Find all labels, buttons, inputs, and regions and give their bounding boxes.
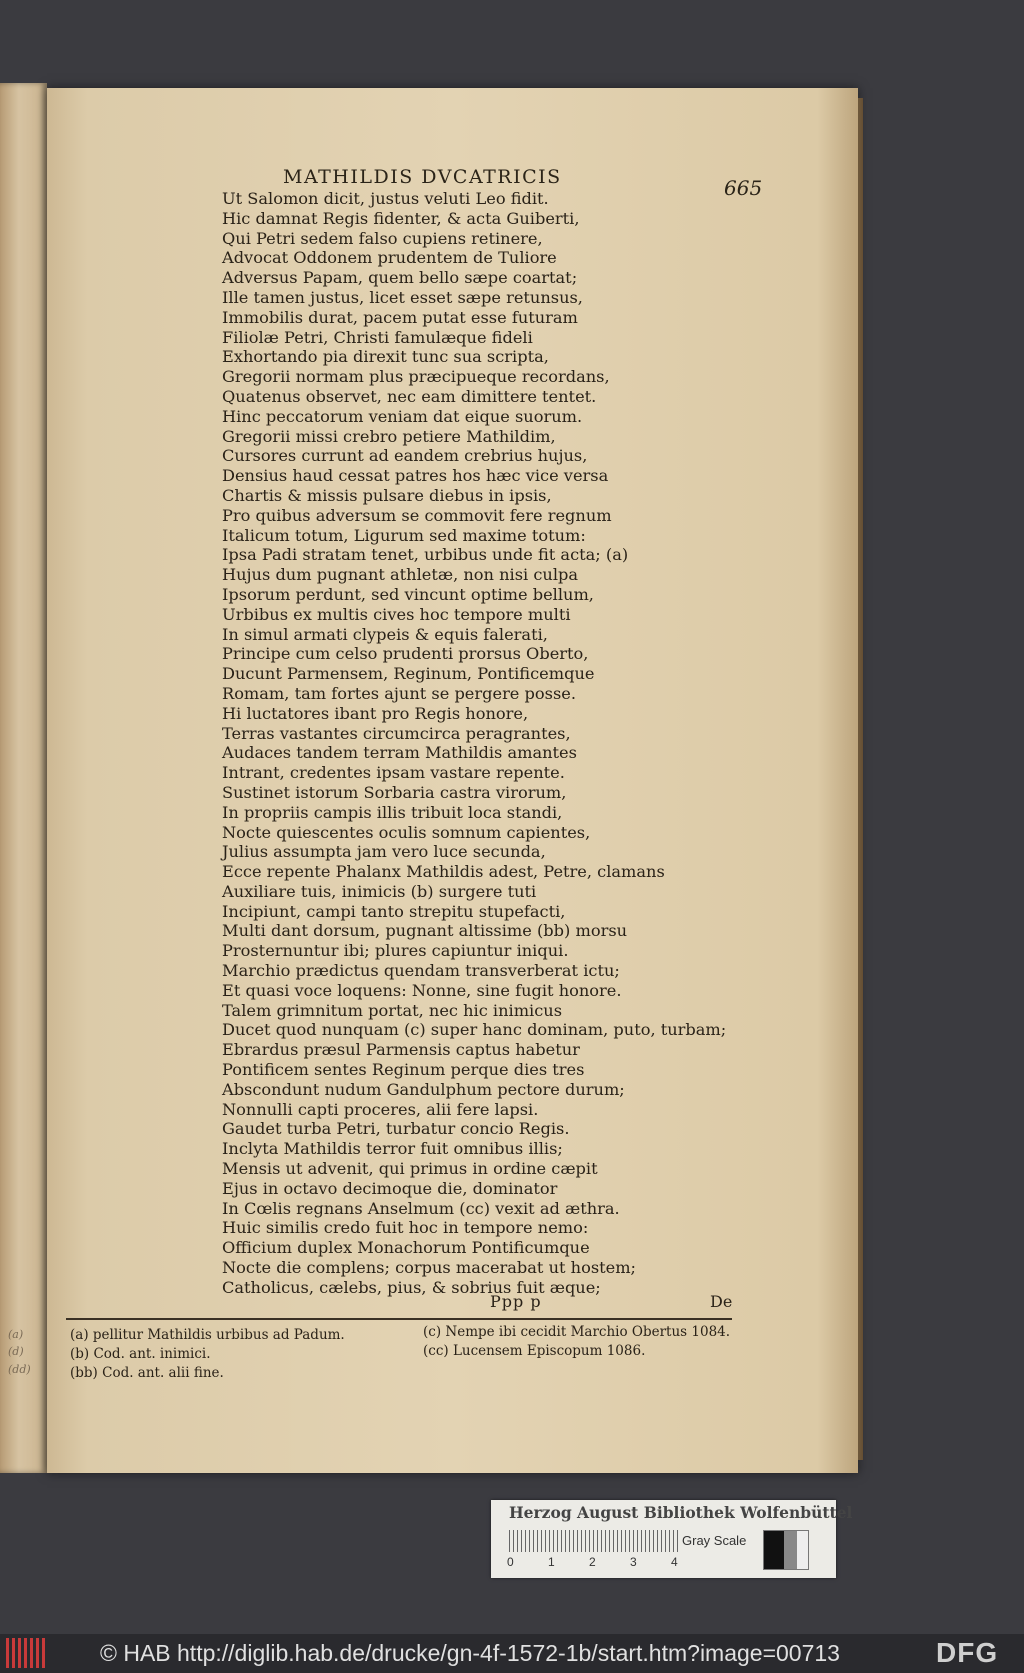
library-name: Herzog August Bibliothek Wolfenbüttel <box>509 1503 853 1522</box>
footnote: (cc) Lucensem Episcopum 1086. <box>423 1343 646 1359</box>
ruler-number: 3 <box>630 1555 637 1569</box>
hab-barcode-logo-icon <box>6 1638 46 1668</box>
verse-line: Quatenus observet, nec eam dimittere tentet. <box>222 386 597 406</box>
left-margin-mark: (dd) <box>8 1363 31 1376</box>
verse-line: Ille tamen justus, licet esset sæpe retunsus, <box>222 287 583 307</box>
left-margin-mark: (a) <box>8 1328 24 1341</box>
running-head: MATHILDIS DVCATRICIS <box>283 166 562 188</box>
verse-line: Ecce repente Phalanx Mathildis adest, Petre, clamans <box>222 862 665 882</box>
verse-line: Sustinet istorum Sorbaria castra virorum, <box>222 782 567 802</box>
ruler-number: 2 <box>589 1555 596 1569</box>
verse-line: Nocte quiescentes oculis somnum capientes, <box>222 822 591 842</box>
verse-line: Cursores currunt ad eandem crebrius hujus, <box>222 446 588 466</box>
ruler-number: 0 <box>507 1555 514 1569</box>
verse-line: Incipiunt, campi tanto strepitu stupefacti, <box>222 901 566 921</box>
verse-line: Exhortando pia direxit tunc sua scripta, <box>222 347 549 367</box>
verse-line: Ebrardus præsul Parmensis captus habetur <box>222 1040 580 1060</box>
source-url[interactable]: © HAB http://diglib.hab.de/drucke/gn-4f-1572-1b/start.htm?image=00713 <box>100 1640 840 1666</box>
verse-line: Hic damnat Regis fidenter, & acta Guiberti, <box>222 208 580 228</box>
verse-line: Julius assumpta jam vero luce secunda, <box>222 842 546 862</box>
verse-line: In Cœlis regnans Anselmum (cc) vexit ad æthra. <box>222 1198 620 1218</box>
ruler-numbers <box>507 1555 712 1569</box>
ruler-number: 4 <box>671 1555 678 1569</box>
verse-line: Hi luctatores ibant pro Regis honore, <box>222 703 529 723</box>
verse-line: Ut Salomon dicit, justus veluti Leo fidit. <box>222 189 549 208</box>
verse-line: Chartis & missis pulsare diebus in ipsis, <box>222 485 552 505</box>
verse-line: Adversus Papam, quem bello sæpe coartat; <box>222 268 578 288</box>
gray-scale-label: Gray Scale <box>682 1533 747 1548</box>
verse-line: Ipsorum perdunt, sed vincunt optime bellum, <box>222 584 594 604</box>
verse-line: Immobilis durat, pacem putat esse futuram <box>222 307 578 327</box>
verse-line: Officium duplex Monachorum Pontificumque <box>222 1238 590 1258</box>
verse-line: Gregorii normam plus præcipueque recordans, <box>222 367 610 387</box>
footnotes-left <box>70 1326 345 1383</box>
verse-line: Inclyta Mathildis terror fuit omnibus illis; <box>222 1139 563 1159</box>
verse-line: Densius haud cessat patres hos hæc vice versa <box>222 466 609 486</box>
left-page-edge <box>0 83 47 1473</box>
verse-line: Intrant, credentes ipsam vastare repente. <box>222 763 565 783</box>
verse-line: Prosternuntur ibi; plures capiuntur iniqui. <box>222 941 569 961</box>
verse-line: Hujus dum pugnant athletæ, non nisi culpa <box>222 565 579 585</box>
ruler-number: 1 <box>548 1555 555 1569</box>
verse-line: Nonnulli capti proceres, alii fere lapsi. <box>222 1099 539 1119</box>
verse-line: Ducunt Parmensem, Reginum, Pontificemque <box>222 664 595 684</box>
verse-line: Nocte die complens; corpus macerabat ut hostem; <box>222 1258 637 1278</box>
verse-line: Mensis ut advenit, qui primus in ordine cæpit <box>222 1159 598 1179</box>
verse-line: Marchio prædictus quendam transverberat ictu; <box>222 961 620 981</box>
footnote: (b) Cod. ant. inimici. <box>70 1346 211 1362</box>
verse-line: Gregorii missi crebro petiere Mathildim, <box>222 426 556 446</box>
ruler-icon <box>509 1530 679 1552</box>
verse-line: Qui Petri sedem falso cupiens retinere, <box>222 228 543 248</box>
verse-line: Audaces tandem terram Mathildis amantes <box>222 743 577 763</box>
verse-line: Multi dant dorsum, pugnant altissime (bb) morsu <box>222 921 628 941</box>
verse-line: Principe cum celso prudenti prorsus Oberto, <box>222 644 589 664</box>
verse-line: Gaudet turba Petri, turbatur concio Regis. <box>222 1119 570 1139</box>
verse-line: Italicum totum, Ligurum sed maxime totum: <box>222 525 586 545</box>
color-scale-card <box>491 1500 853 1578</box>
verse-line: Ipsa Padi stratam tenet, urbibus unde fit acta; (a) <box>222 545 629 565</box>
verse-line: In simul armati clypeis & equis falerati, <box>222 624 548 644</box>
verse-line: Catholicus, cælebs, pius, & sobrius fuit æque; <box>222 1277 601 1297</box>
footnote: (bb) Cod. ant. alii fine. <box>70 1365 224 1381</box>
verse-line: Advocat Oddonem prudentem de Tuliore <box>222 248 557 268</box>
verse-line: Ejus in octavo decimoque die, dominator <box>222 1178 558 1198</box>
gray-scale-swatch-icon <box>763 1530 809 1570</box>
verse-line: Terras vastantes circumcirca peragrantes, <box>222 723 571 743</box>
verse-line: In propriis campis illis tribuit loca standi, <box>222 802 563 822</box>
verse-line: Et quasi voce loquens: Nonne, sine fugit honore. <box>222 980 622 1000</box>
left-margin-mark: (d) <box>8 1345 24 1358</box>
footer-bar <box>0 1634 1024 1673</box>
verse-line: Filiolæ Petri, Christi famulæque fideli <box>222 327 533 347</box>
footnote-rule <box>66 1318 732 1320</box>
catchword: De <box>710 1292 733 1311</box>
dfg-logo: DFG <box>936 1637 999 1668</box>
verse-line: Romam, tam fortes ajunt se pergere posse. <box>222 683 576 703</box>
signature-mark: Ppp p <box>490 1292 542 1311</box>
verse-line: Ducet quod nunquam (c) super hanc dominam, puto, turbam; <box>222 1020 727 1040</box>
page-number: 665 <box>724 176 763 200</box>
footnote: (a) pellitur Mathildis urbibus ad Padum. <box>70 1327 345 1343</box>
footnote: (c) Nempe ibi cecidit Marchio Obertus 1084. <box>423 1324 731 1340</box>
verse-line: Abscondunt nudum Gandulphum pectore durum; <box>222 1079 625 1099</box>
verse-line: Talem grimnitum portat, nec hic inimicus <box>222 1000 563 1020</box>
footnotes-right <box>423 1323 730 1361</box>
verse-line: Pro quibus adversum se commovit fere regnum <box>222 505 612 525</box>
verse-line: Auxiliare tuis, inimicis (b) surgere tuti <box>222 881 537 901</box>
verse-line: Pontificem sentes Reginum perque dies tres <box>222 1060 585 1080</box>
verse-line: Hinc peccatorum veniam dat eique suorum. <box>222 406 583 426</box>
verse-line: Huic similis credo fuit hoc in tempore nemo: <box>222 1218 589 1238</box>
verse-text <box>222 189 742 1298</box>
verse-line: Urbibus ex multis cives hoc tempore multi <box>222 604 571 624</box>
